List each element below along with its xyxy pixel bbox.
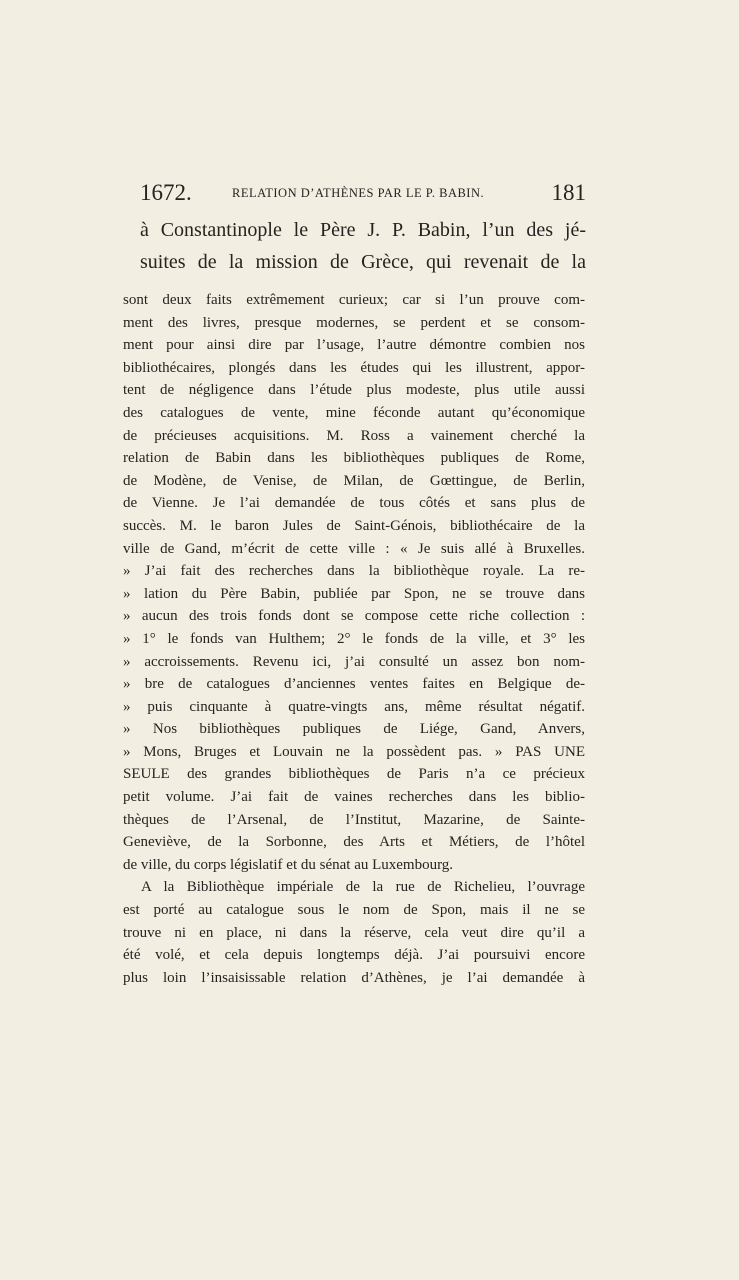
footnote-line: ville de Gand, m’écrit de cette ville : « Je suis allé à Bruxelles. [123, 540, 585, 557]
footnote-line: » aucun des trois fonds dont se compose cette riche collection : [123, 608, 585, 625]
footnote-line: A la Bibliothèque impériale de la rue de Richelieu, l’ouvrage [141, 879, 585, 896]
footnote-line: sont deux faits extrêmement curieux; car si l’un prouve com- [123, 292, 585, 308]
main-text-line: suites de la mission de Grèce, qui revenait de la [140, 251, 586, 273]
footnote-line: plus loin l’insaisissable relation d’Athènes, je l’ai demandée à [123, 969, 585, 986]
footnote-line: relation de Babin dans les bibliothèques publiques de Rome, [123, 450, 585, 467]
running-header [140, 180, 586, 210]
footnote-line: thèques de l’Arsenal, de l’Institut, Mazarine, de Sainte- [123, 811, 585, 828]
footnote-line: bibliothécaires, plongés dans les études qui les illustrent, appor- [123, 359, 585, 376]
footnote-line: » 1° le fonds van Hulthem; 2° le fonds de la ville, et 3° les [123, 630, 585, 647]
footnote-line: succès. M. le baron Jules de Saint-Génois, bibliothécaire de la [123, 517, 585, 534]
footnote-line: » Mons, Bruges et Louvain ne la possèdent pas. » PAS UNE [123, 743, 585, 760]
footnote-line: » lation du Père Babin, publiée par Spon, ne se trouve dans [123, 585, 585, 602]
footnote-line: de Vienne. Je l’ai demandée de tous côtés et sans plus de [123, 495, 585, 512]
footnote-line: trouve ni en place, ni dans la réserve, cela veut dire qu’il a [123, 924, 585, 941]
footnote-line: de précieuses acquisitions. M. Ross a vainement cherché la [123, 427, 585, 444]
footnote-line: » Nos bibliothèques publiques de Liége, Gand, Anvers, [123, 721, 585, 738]
header-year: 1672. [140, 180, 192, 205]
footnote-line: tent de négligence dans l’étude plus modeste, plus utile aussi [123, 382, 585, 399]
footnote-line: ment pour ainsi dire par l’usage, l’autre démontre combien nos [123, 337, 585, 354]
footnote-line: » accroissements. Revenu ici, j’ai consulté un assez bon nom- [123, 653, 585, 670]
footnote-block [123, 289, 585, 989]
footnote-line: » bre de catalogues d’anciennes ventes faites en Belgique de- [123, 676, 585, 693]
footnote-line: de Modène, de Venise, de Milan, de Gœttingue, de Berlin, [123, 472, 585, 489]
footnote-line: été volé, et cela depuis longtemps déjà. J’ai poursuivi encore [123, 947, 585, 964]
main-text-line: à Constantinople le Père J. P. Babin, l’un des jé- [140, 219, 586, 241]
footnote-line: de ville, du corps législatif et du sénat au Luxembourg. [123, 856, 454, 873]
footnote-line: ment des livres, presque modernes, se perdent et se consom- [123, 314, 585, 331]
footnote-line: est porté au catalogue sous le nom de Spon, mais il ne se [123, 902, 585, 919]
running-title: RELATION D’ATHÈNES PAR LE P. BABIN. [232, 186, 485, 200]
footnote-line: petit volume. J’ai fait de vaines recherches dans les biblio- [123, 789, 585, 806]
page-number: 181 [551, 180, 586, 205]
footnote-line: » puis cinquante à quatre-vingts ans, même résultat négatif. [123, 698, 585, 715]
footnote-line: Geneviève, de la Sorbonne, des Arts et Métiers, de l’hôtel [123, 834, 585, 851]
footnote-line: SEULE des grandes bibliothèques de Paris n’a ce précieux [123, 766, 585, 783]
footnote-line: des catalogues de vente, mine féconde autant qu’économique [123, 404, 585, 421]
footnote-line: » J’ai fait des recherches dans la bibliothèque royale. La re- [123, 563, 585, 580]
